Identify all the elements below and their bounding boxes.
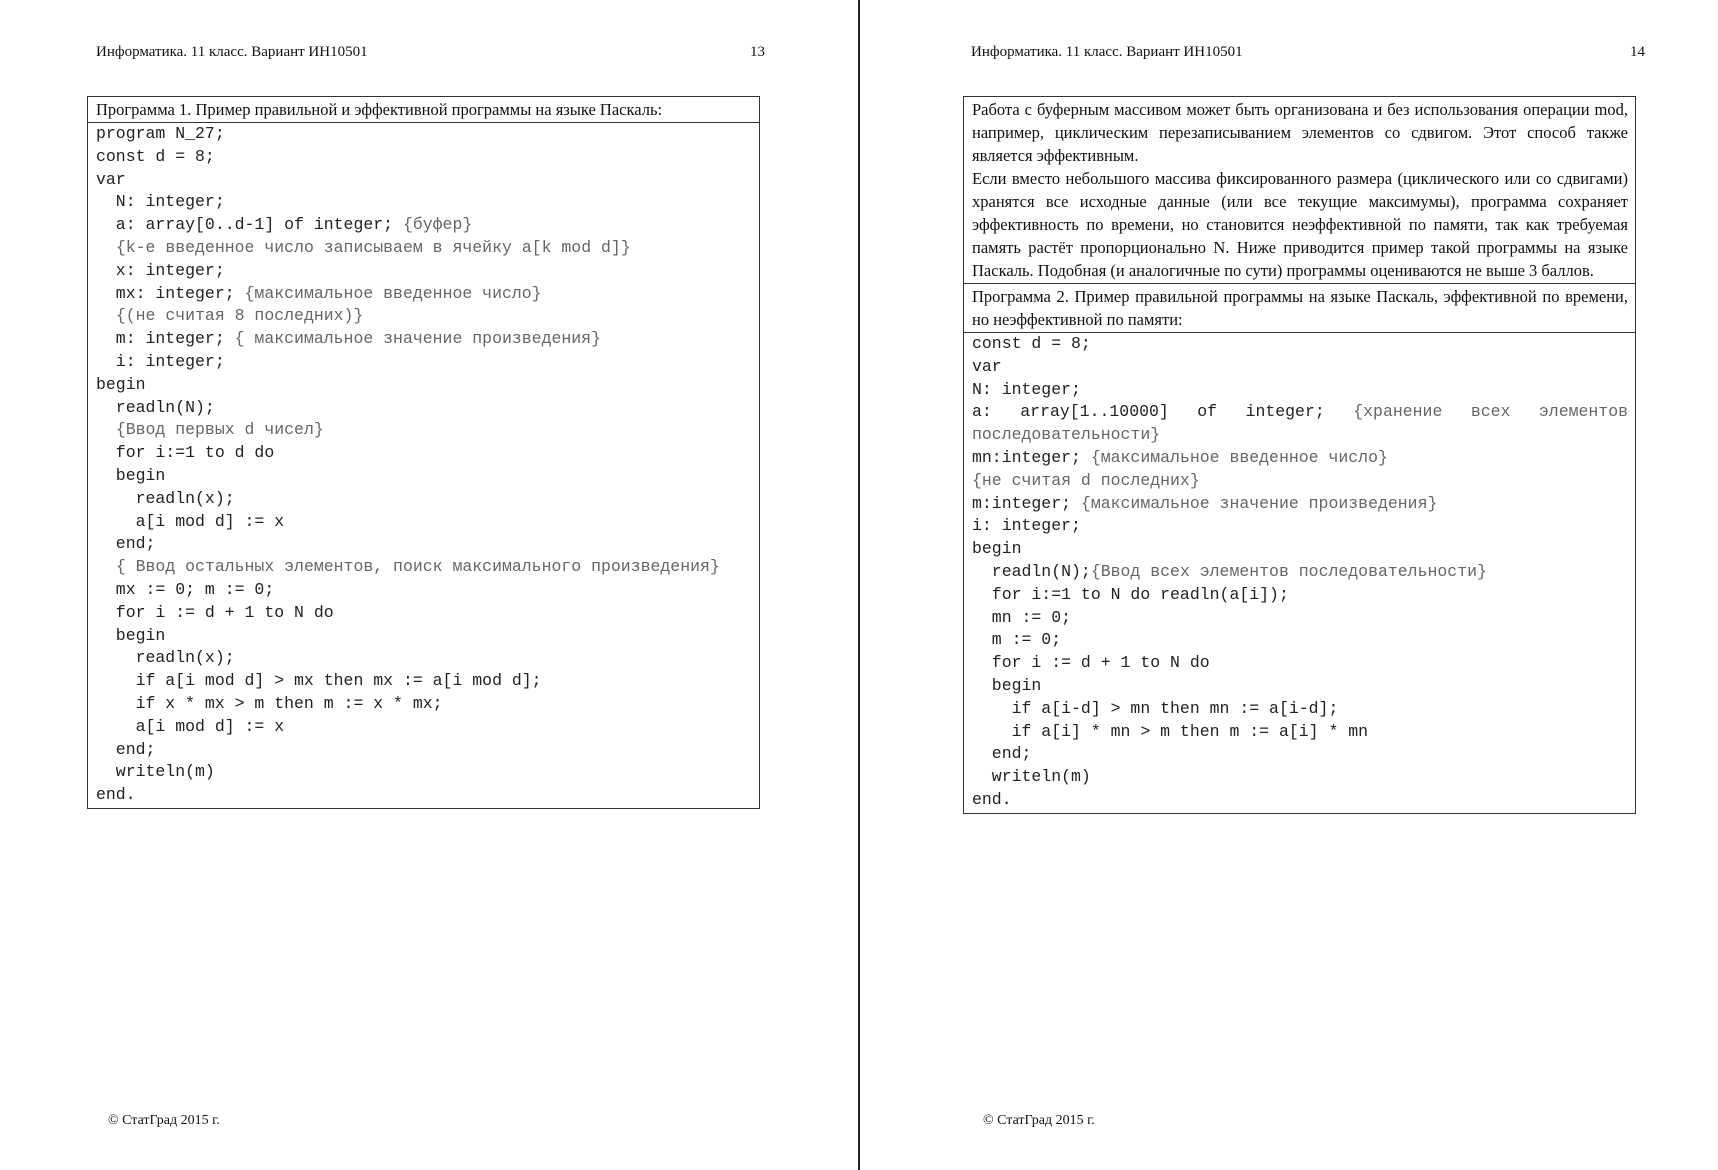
code-comment: {максимальное введенное число}	[244, 283, 542, 303]
page-footer: © СтатГрад 2015 г.	[983, 1113, 1095, 1128]
code-text: if a[i-d] > mn then mn := a[i-d];	[972, 698, 1339, 718]
code-text	[96, 238, 116, 257]
code-text: program N_27;	[96, 124, 225, 143]
page-number: 13	[750, 44, 765, 60]
code-line	[96, 488, 752, 511]
note-paragraph: Работа с буферным массивом может быть организована и без использования операции mod, например, циклическим перезаписыванием элементов со сдвигом. Этот способ также является эффективным.	[972, 100, 1628, 165]
code-line	[96, 556, 752, 579]
code-text: x: integer;	[96, 260, 225, 280]
code-line	[96, 511, 752, 534]
code-line	[96, 283, 752, 306]
code-line	[96, 647, 752, 670]
code-line	[96, 214, 752, 237]
code-line	[972, 652, 1628, 675]
code-line	[972, 493, 1628, 516]
code-line	[96, 739, 752, 762]
page-header-title: Информатика. 11 класс. Вариант ИН10501	[971, 44, 1243, 60]
code-text: m: integer;	[96, 329, 235, 349]
right-page	[860, 0, 1718, 1170]
code-line	[96, 716, 752, 739]
code-line	[96, 191, 752, 214]
code-line	[96, 305, 752, 328]
program-1-code	[88, 123, 759, 808]
code-text: i: integer;	[972, 516, 1081, 536]
code-text	[96, 420, 116, 439]
code-text: end;	[96, 534, 156, 554]
code-comment: {Ввод первых d чисел}	[115, 420, 324, 440]
program-1-caption: Программа 1. Пример правильной и эффективной программы на языке Паскаль:	[88, 97, 759, 123]
code-comment: {буфер}	[402, 215, 473, 235]
code-line	[96, 397, 752, 420]
buffer-note	[964, 97, 1635, 284]
code-text: begin	[96, 625, 166, 645]
code-line	[96, 625, 752, 648]
code-comment: {(не считая 8 последних)}	[115, 306, 364, 326]
code-text: writeln(m)	[96, 762, 215, 782]
code-text: if x * mx > m then m := x * mx;	[96, 693, 443, 713]
code-text: if a[i] * mn > m then m := a[i] * mn	[972, 721, 1369, 741]
code-text: readln(N);	[972, 561, 1091, 581]
code-text: a: array[0..d-1] of integer;	[96, 215, 403, 235]
code-line	[972, 470, 1628, 493]
code-text: end;	[972, 744, 1032, 764]
code-text: N: integer;	[96, 192, 225, 212]
left-page	[0, 0, 858, 1170]
code-comment: { Ввод остальных элементов, поиск максимального произведения}	[115, 557, 720, 577]
code-line	[96, 442, 752, 465]
code-line	[972, 379, 1628, 402]
code-text: end.	[972, 789, 1012, 809]
code-line	[96, 533, 752, 556]
code-comment: {Ввод всех элементов последовательности}	[1090, 561, 1487, 581]
code-text: var	[96, 169, 126, 189]
code-text: i: integer;	[96, 351, 225, 371]
page-number: 14	[1630, 44, 1645, 60]
code-line	[96, 351, 752, 374]
code-line	[96, 579, 752, 602]
code-line	[96, 693, 752, 716]
code-line	[972, 333, 1628, 356]
code-text	[96, 306, 116, 325]
code-line	[972, 629, 1628, 652]
code-text: begin	[972, 675, 1042, 695]
code-line	[96, 374, 752, 397]
code-line	[972, 515, 1628, 538]
code-text: mx := 0; m := 0;	[96, 579, 275, 599]
code-line	[96, 784, 752, 807]
code-line	[972, 766, 1628, 789]
code-line	[96, 146, 752, 169]
code-text: readln(x);	[96, 488, 235, 508]
code-line	[96, 465, 752, 488]
code-comment: {максимальное значение произведения}	[1080, 493, 1438, 513]
code-text: mn:integer;	[972, 447, 1091, 467]
code-text: var	[972, 356, 1002, 376]
code-line	[96, 602, 752, 625]
code-text: m := 0;	[972, 630, 1062, 650]
code-line	[972, 675, 1628, 698]
page-header-title: Информатика. 11 класс. Вариант ИН10501	[96, 44, 368, 60]
program-2-caption: Программа 2. Пример правильной программы на языке Паскаль, эффективной по времени, но неэффективной по памяти:	[964, 284, 1635, 333]
code-line	[972, 607, 1628, 630]
code-text	[96, 557, 116, 576]
code-line	[972, 584, 1628, 607]
code-line	[972, 356, 1628, 379]
code-text: for i:=1 to d do	[96, 443, 275, 463]
code-comment: {k-е введенное число записываем в ячейку a[k mod d]}	[115, 237, 631, 257]
code-line	[96, 169, 752, 192]
code-text: readln(x);	[96, 648, 235, 668]
code-line	[96, 670, 752, 693]
page-footer: © СтатГрад 2015 г.	[108, 1113, 220, 1128]
code-line	[96, 761, 752, 784]
code-text: N: integer;	[972, 379, 1081, 399]
code-line	[972, 743, 1628, 766]
code-line	[96, 260, 752, 283]
code-text: end.	[96, 785, 136, 805]
code-text: a: array[1..10000] of integer;	[972, 402, 1354, 422]
code-line	[96, 328, 752, 351]
code-text: mn := 0;	[972, 607, 1072, 627]
code-text: begin	[96, 465, 166, 485]
code-comment: {хранение всех элементов последовательности}	[972, 402, 1638, 445]
program-2-box	[963, 96, 1636, 814]
code-line	[972, 447, 1628, 470]
code-line	[972, 538, 1628, 561]
code-text: end;	[96, 739, 156, 759]
code-text: a[i mod d] := x	[96, 716, 285, 736]
code-text: begin	[96, 374, 146, 394]
note-paragraph: Если вместо небольшого массива фиксированного размера (циклического или со сдвигами) хранятся все исходные данные (или все текущие максимумы), программа сохраняет эффективность по времени, но становится неэффективной по памяти, так как требуемая память растёт пропорционально N. Ниже приводится пример такой программы на языке Паскаль. Подобная (и аналогичные по сути) программы оцениваются не выше 3 баллов.	[972, 169, 1628, 280]
code-line	[96, 419, 752, 442]
code-line	[96, 123, 752, 146]
code-line	[96, 237, 752, 260]
code-text: for i := d + 1 to N do	[96, 602, 334, 622]
code-text: a[i mod d] := x	[96, 511, 285, 531]
code-comment: {не считая d последних}	[972, 470, 1200, 490]
code-line	[972, 561, 1628, 584]
code-text: if a[i mod d] > mx then mx := a[i mod d];	[96, 671, 542, 691]
program-2-code	[964, 333, 1638, 813]
code-line	[972, 698, 1628, 721]
program-1-box	[87, 96, 760, 809]
code-line	[972, 401, 1638, 447]
code-text: const d = 8;	[972, 334, 1091, 353]
code-comment: {максимальное введенное число}	[1090, 447, 1388, 467]
code-comment: { максимальное значение произведения}	[234, 329, 601, 349]
code-text: const d = 8;	[96, 146, 215, 166]
code-text: writeln(m)	[972, 767, 1091, 787]
code-text: m:integer;	[972, 493, 1081, 513]
code-text: begin	[972, 539, 1022, 559]
code-text: for i:=1 to N do readln(a[i]);	[972, 584, 1289, 604]
code-line	[972, 721, 1628, 744]
code-line	[972, 789, 1628, 812]
code-text: mx: integer;	[96, 283, 245, 303]
code-text: readln(N);	[96, 397, 215, 417]
code-text: for i := d + 1 to N do	[972, 653, 1210, 673]
